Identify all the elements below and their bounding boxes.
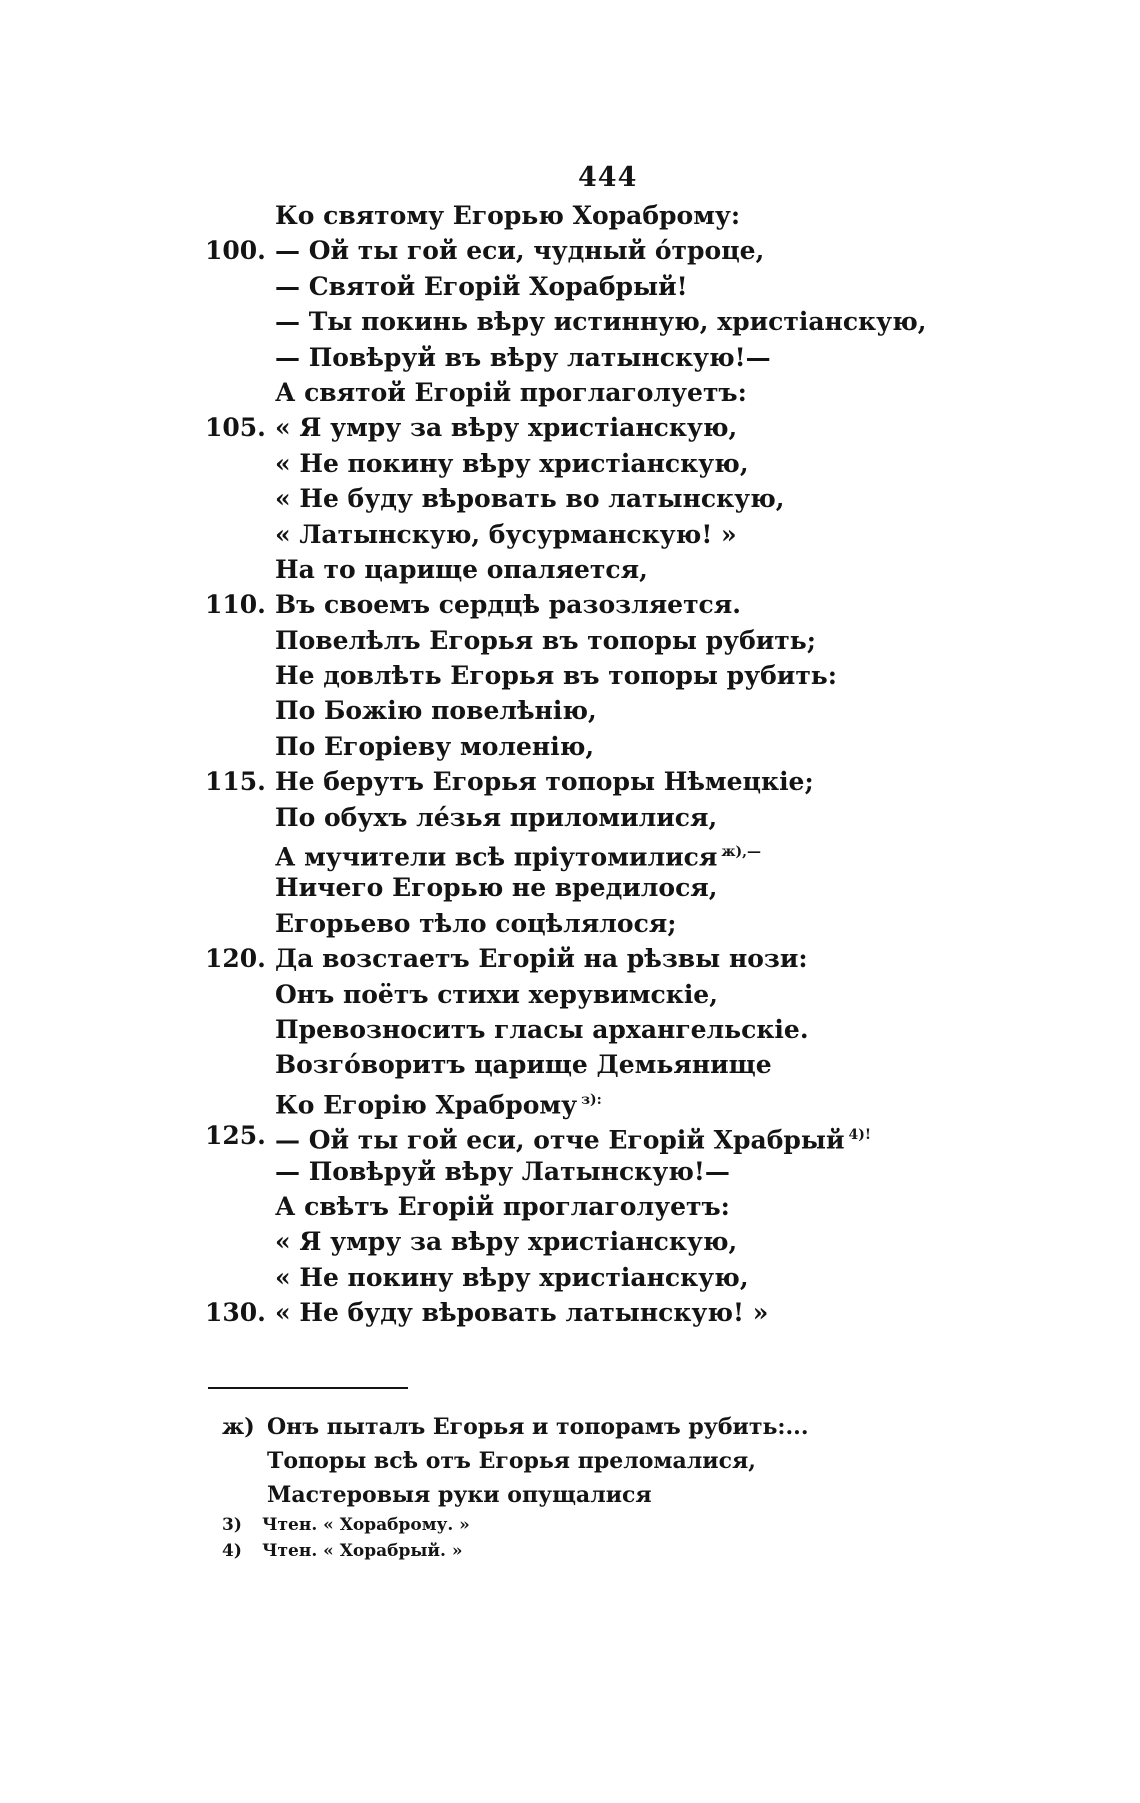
line-text xyxy=(275,1083,602,1123)
verse-line xyxy=(0,764,1140,799)
verse-line xyxy=(0,375,1140,410)
verse-line xyxy=(0,587,1140,622)
line-text-body: А мучители всѣ пріутомилися xyxy=(275,842,718,872)
line-number: 125. xyxy=(205,1121,266,1151)
verse-line xyxy=(0,693,1140,728)
line-text: Повелѣлъ Егорья въ топоры рубить; xyxy=(275,625,816,655)
verse-line xyxy=(0,269,1140,304)
line-text: « Я умру за вѣру христіанскую, xyxy=(275,413,738,443)
footnote-ref: ж),— xyxy=(721,844,761,861)
line-text: Да возстаетъ Егорій на рѣзвы нози: xyxy=(275,944,808,974)
footnote-line xyxy=(0,1444,1140,1478)
line-text: Не довлѣть Егорья въ топоры рубить: xyxy=(275,661,837,691)
line-text: Онъ поётъ стихи херувимскіе, xyxy=(275,979,718,1009)
line-text: Ко святому Егорью Хораброму: xyxy=(275,201,741,230)
footnote-divider xyxy=(208,1387,408,1389)
footnote-mark: ж) xyxy=(222,1414,255,1440)
verse-line xyxy=(0,800,1140,835)
verse-line xyxy=(0,1189,1140,1224)
line-text: — Святой Егорій Хорабрый! xyxy=(275,271,688,301)
footnote-line xyxy=(0,1512,1140,1538)
verse-line xyxy=(0,977,1140,1012)
verse-line xyxy=(0,1083,1140,1118)
line-text: « Не покину вѣру христіанскую, xyxy=(275,448,749,478)
verse-line xyxy=(0,410,1140,445)
footnote-mark: 4) xyxy=(222,1541,242,1561)
line-number: 105. xyxy=(205,413,266,443)
line-number: 130. xyxy=(205,1298,266,1328)
verse-line xyxy=(0,340,1140,375)
footnote-text: Мастеровыя руки опущалися xyxy=(267,1482,652,1508)
verse-line xyxy=(0,198,1140,233)
line-text: По Егоріеву моленію, xyxy=(275,731,595,761)
line-text: Ничего Егорью не вредилося, xyxy=(275,873,718,903)
line-text: Не берутъ Егорья топоры Нѣмецкіе; xyxy=(275,767,814,797)
line-number: 110. xyxy=(205,590,266,620)
verse-line xyxy=(0,729,1140,764)
verse-line xyxy=(0,1154,1140,1189)
line-text xyxy=(275,835,761,875)
line-text: Егорьево тѣло соцѣлялося; xyxy=(275,908,677,938)
line-text: По обухъ ле́зья приломилися, xyxy=(275,802,718,832)
line-text: « Не буду вѣровать латынскую! » xyxy=(275,1298,769,1328)
footnote-text: Чтен. « Хораброму. » xyxy=(262,1515,470,1535)
line-text: — Ты покинь вѣру истинную, христіанскую, xyxy=(275,307,927,337)
line-text xyxy=(275,1118,871,1158)
footnote-mark: 3) xyxy=(222,1515,242,1535)
line-text: — Повѣруй вѣру Латынскую!— xyxy=(275,1156,730,1186)
line-text-body: Ко Егорію Храброму xyxy=(275,1090,578,1120)
footnote-line xyxy=(0,1538,1140,1564)
verse-line xyxy=(0,906,1140,941)
verse-line xyxy=(0,941,1140,976)
footnote-text: Онъ пыталъ Егорья и топорамъ рубить:... xyxy=(267,1414,809,1440)
verse-line xyxy=(0,552,1140,587)
verse-line xyxy=(0,517,1140,552)
verse-line xyxy=(0,870,1140,905)
verse-line xyxy=(0,481,1140,516)
line-text: « Не покину вѣру христіанскую, xyxy=(275,1262,749,1292)
footnote-text: Топоры всѣ отъ Егорья преломалися, xyxy=(267,1448,756,1474)
page-number: 444 xyxy=(578,162,638,193)
verse-line xyxy=(0,1118,1140,1153)
footnote-line xyxy=(0,1478,1140,1512)
footnote-text: Чтен. « Хорабрый. » xyxy=(262,1541,463,1561)
line-number: 115. xyxy=(205,767,266,797)
line-text: — Ой ты гой еси, чудный о́троце, xyxy=(275,236,765,266)
verse-line xyxy=(0,1047,1140,1082)
verse-line xyxy=(0,304,1140,339)
footnote-line xyxy=(0,1410,1140,1444)
line-text: Возго́воритъ царище Демьянище xyxy=(275,1050,772,1080)
line-text: « Не буду вѣровать во латынскую, xyxy=(275,484,785,514)
line-text-body: — Ой ты гой еси, отче Егорій Храбрый xyxy=(275,1125,845,1155)
line-text: — Повѣруй въ вѣру латынскую!— xyxy=(275,342,771,372)
verse-line xyxy=(0,233,1140,268)
verse-block xyxy=(0,198,1140,1331)
line-text: Въ своемъ сердцѣ разозляется. xyxy=(275,590,741,620)
verse-line xyxy=(0,1260,1140,1295)
line-text: Превозноситъ гласы архангельскіе. xyxy=(275,1014,809,1044)
line-text: « Латынскую, бусурманскую! » xyxy=(275,519,737,549)
line-number: 120. xyxy=(205,944,266,974)
footnotes xyxy=(0,1410,1140,1564)
verse-line xyxy=(0,1224,1140,1259)
line-text: А святой Егорій проглаголуетъ: xyxy=(275,377,747,407)
verse-line xyxy=(0,835,1140,870)
footnote-ref: 4)! xyxy=(848,1127,871,1144)
verse-line xyxy=(0,658,1140,693)
line-text: А свѣтъ Егорій проглаголуетъ: xyxy=(275,1191,730,1221)
verse-line xyxy=(0,446,1140,481)
verse-line xyxy=(0,1295,1140,1330)
line-text: По Божію повелѣнію, xyxy=(275,696,597,726)
line-text: « Я умру за вѣру христіанскую, xyxy=(275,1227,738,1257)
footnote-ref: з): xyxy=(581,1091,602,1108)
line-number: 100. xyxy=(205,236,266,266)
verse-line xyxy=(0,623,1140,658)
verse-line xyxy=(0,1012,1140,1047)
line-text: На то царище опаляется, xyxy=(275,554,648,584)
